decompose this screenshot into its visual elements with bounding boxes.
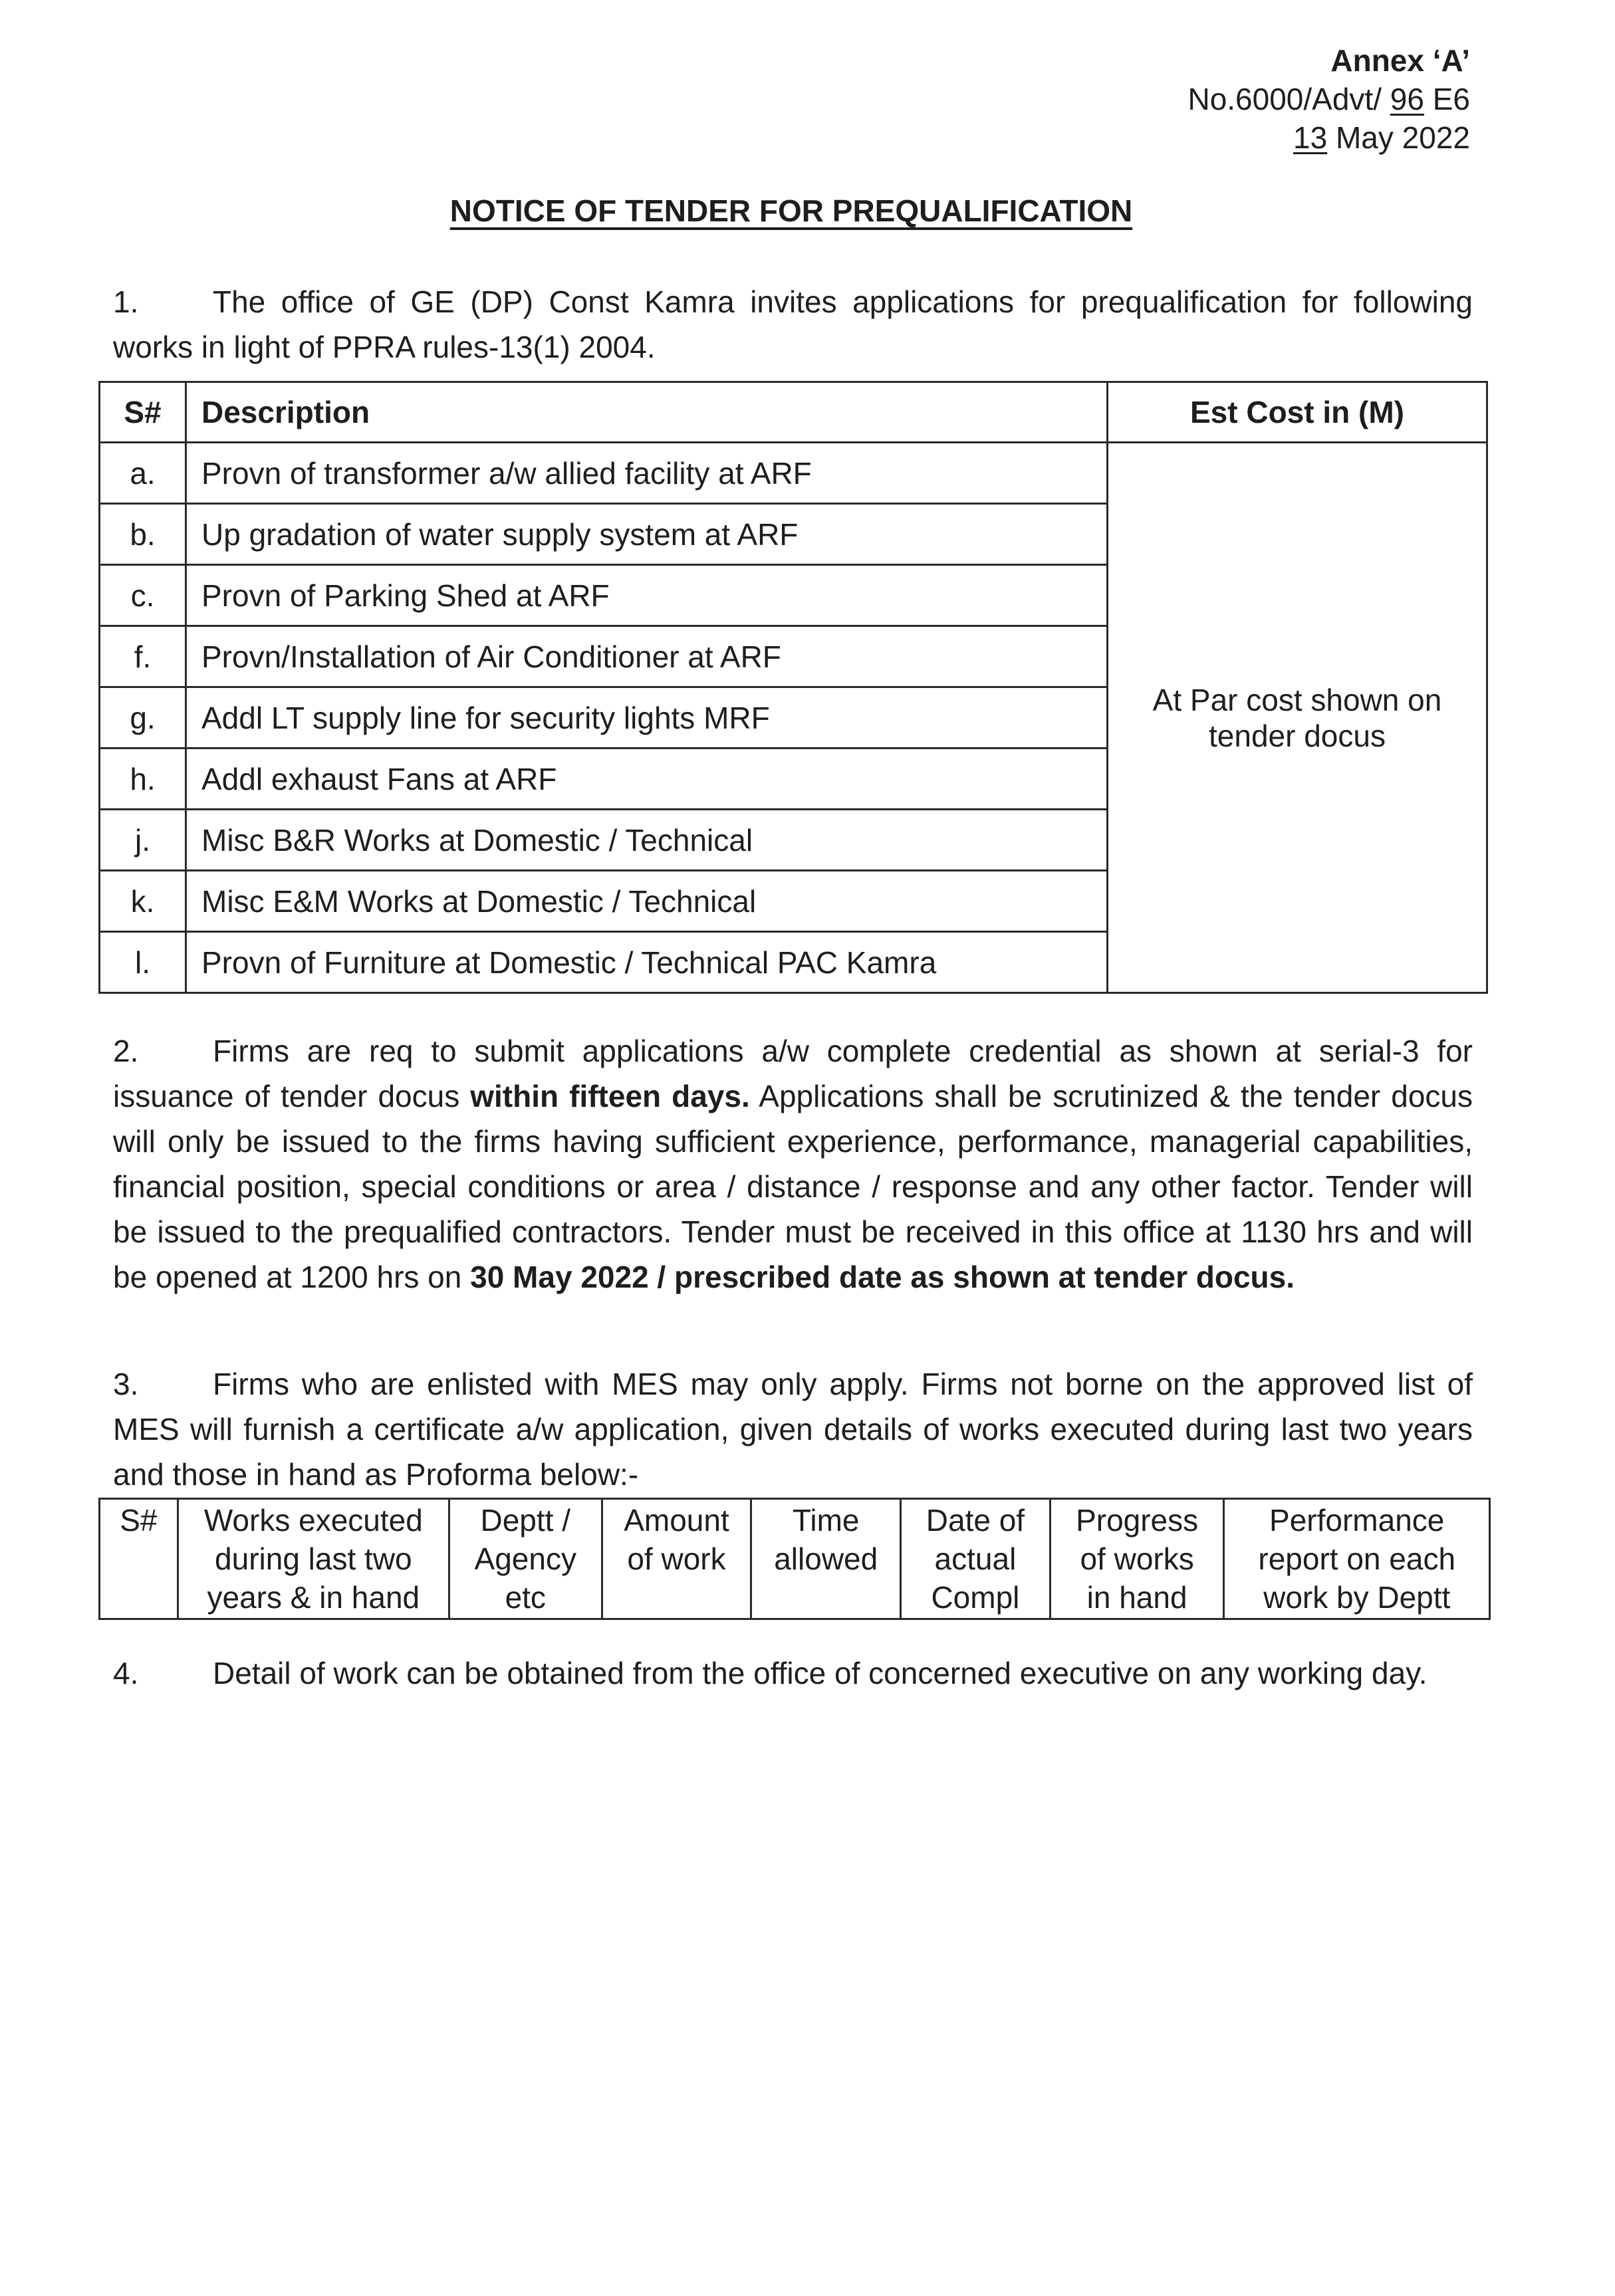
row-description: Provn of Parking Shed at ARF: [186, 565, 1108, 626]
proforma-column-header: Works executed during last two years & in hand: [178, 1499, 449, 1619]
deadline-emphasis: within fifteen days.: [470, 1079, 750, 1113]
header-est-cost: Est Cost in (M): [1108, 382, 1487, 443]
works-table: [98, 381, 1488, 994]
header-serial: S#: [100, 382, 186, 443]
proforma-column-header: Time allowed: [751, 1499, 901, 1619]
paragraph-number: 2.: [113, 1034, 139, 1068]
paragraph-3: 3. Firms who are enlisted with MES may only apply. Firms not borne on the approved list of MES will furnish a certificate a/w application, given details of works executed during last two years and those in hand as Proforma below:-: [113, 1361, 1473, 1497]
row-description: Misc E&M Works at Domestic / Technical: [186, 871, 1108, 932]
proforma-column-header: S#: [100, 1499, 178, 1619]
row-description: Provn of transformer a/w allied facility at ARF: [186, 443, 1108, 504]
works-table-header: [100, 382, 1487, 443]
row-description: Up gradation of water supply system at ARF: [186, 504, 1108, 565]
row-serial: g.: [100, 687, 186, 748]
row-serial: k.: [100, 871, 186, 932]
row-serial: c.: [100, 565, 186, 626]
proforma-column-header: Deptt / Agency etc: [449, 1499, 602, 1619]
row-description: Addl LT supply line for security lights MRF: [186, 687, 1108, 748]
paragraph-4: 4. Detail of work can be obtained from the office of concerned executive on any working day.: [113, 1651, 1473, 1696]
proforma-column-header: Amount of work: [602, 1499, 751, 1619]
paragraph-number: 4.: [113, 1656, 139, 1690]
proforma-header-row: [100, 1499, 1490, 1619]
date-day: 13: [1293, 120, 1328, 155]
row-serial: a.: [100, 443, 186, 504]
row-description: Addl exhaust Fans at ARF: [186, 748, 1108, 810]
header-description: Description: [186, 382, 1108, 443]
proforma-column-header: Progress of works in hand: [1050, 1499, 1224, 1619]
row-serial: b.: [100, 504, 186, 565]
row-serial: f.: [100, 626, 186, 687]
document-date: 13 May 2022: [1293, 120, 1470, 155]
paragraph-2: 2. Firms are req to submit applications a/w complete credential as shown at serial-3 for issuance of tender docus within fifteen days. Applications shall be scrutinized & the tender docus will only be issued to the firms having sufficient experience, performance, managerial capabilities, financial position, special conditions or area / distance / response and any other factor. Tender will be issued to the prequalified contractors. Tender must be received in this office at 1130 hrs and will be opened at 1200 hrs on 30 May 2022 / prescribed date as shown at tender docus.: [113, 1028, 1473, 1300]
row-description: Provn of Furniture at Domestic / Technical PAC Kamra: [186, 932, 1108, 993]
paragraph-number: 1.: [113, 285, 139, 319]
reference-serial: 96: [1390, 82, 1424, 116]
row-description: Provn/Installation of Air Conditioner at ARF: [186, 626, 1108, 687]
proforma-table: [98, 1498, 1491, 1620]
annex-label: Annex ‘A’: [1330, 43, 1470, 78]
est-cost-note: At Par cost shown on tender docus: [1108, 443, 1487, 993]
document-header: [1187, 41, 1470, 157]
row-serial: j.: [100, 810, 186, 871]
table-row: [100, 443, 1487, 504]
proforma-column-header: Performance report on each work by Deptt: [1224, 1499, 1490, 1619]
paragraph-number: 3.: [113, 1367, 139, 1401]
notice-title: NOTICE OF TENDER FOR PREQUALIFICATION: [449, 193, 1133, 228]
row-serial: l.: [100, 932, 186, 993]
paragraph-1: 1. The office of GE (DP) Const Kamra invites applications for prequalification for following works in light of PPRA rules-13(1) 2004.: [113, 279, 1473, 370]
row-serial: h.: [100, 748, 186, 810]
proforma-column-header: Date of actual Compl: [901, 1499, 1051, 1619]
reference-number: No.6000/Advt/ 96 E6: [1187, 82, 1470, 116]
row-description: Misc B&R Works at Domestic / Technical: [186, 810, 1108, 871]
opening-date-emphasis: 30 May 2022 / prescribed date as shown at tender docus.: [470, 1260, 1295, 1294]
